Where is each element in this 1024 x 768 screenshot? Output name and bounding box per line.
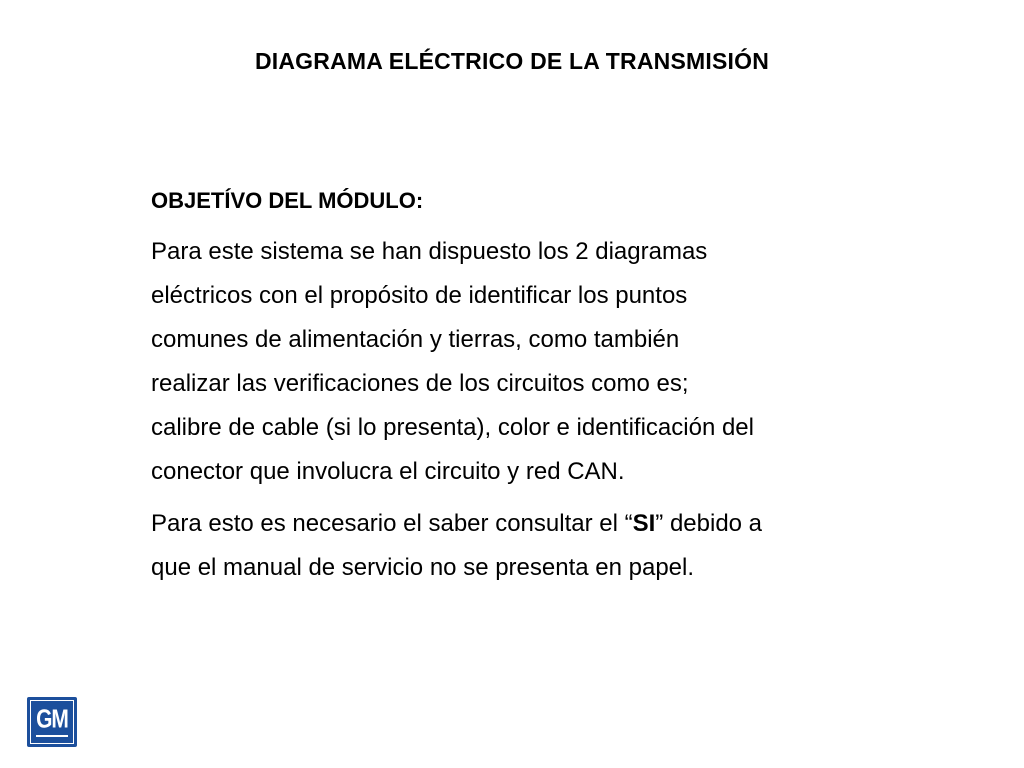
paragraph-line: conector que involucra el circuito y red CAN. [151, 458, 625, 485]
note-paragraph [151, 502, 911, 590]
paragraph-line: calibre de cable (si lo presenta), color e identificación del [151, 414, 754, 441]
logo-underline [36, 735, 68, 737]
module-objective-section [151, 186, 911, 590]
paragraph-line: que el manual de servicio no se presenta en papel. [151, 554, 695, 581]
paragraph-line: eléctricos con el propósito de identificar los puntos [151, 282, 688, 309]
paragraph-line: Para este sistema se han dispuesto los 2 diagramas [151, 238, 708, 265]
objective-paragraph [151, 230, 911, 494]
si-emphasis: SI [632, 510, 656, 537]
slide-title: DIAGRAMA ELÉCTRICO DE LA TRANSMISIÓN [254, 48, 770, 74]
section-heading: OBJETÍVO DEL MÓDULO: [151, 188, 424, 213]
gm-logo [27, 697, 77, 747]
text-segment: ” debido a [655, 510, 763, 537]
paragraph-line: comunes de alimentación y tierras, como también [151, 326, 680, 353]
text-segment: Para esto es necesario el saber consultar el “ [151, 510, 633, 537]
logo-text: GM [36, 705, 68, 734]
paragraph-line [151, 502, 911, 546]
paragraph-line: realizar las verificaciones de los circuitos como es; [151, 370, 689, 397]
